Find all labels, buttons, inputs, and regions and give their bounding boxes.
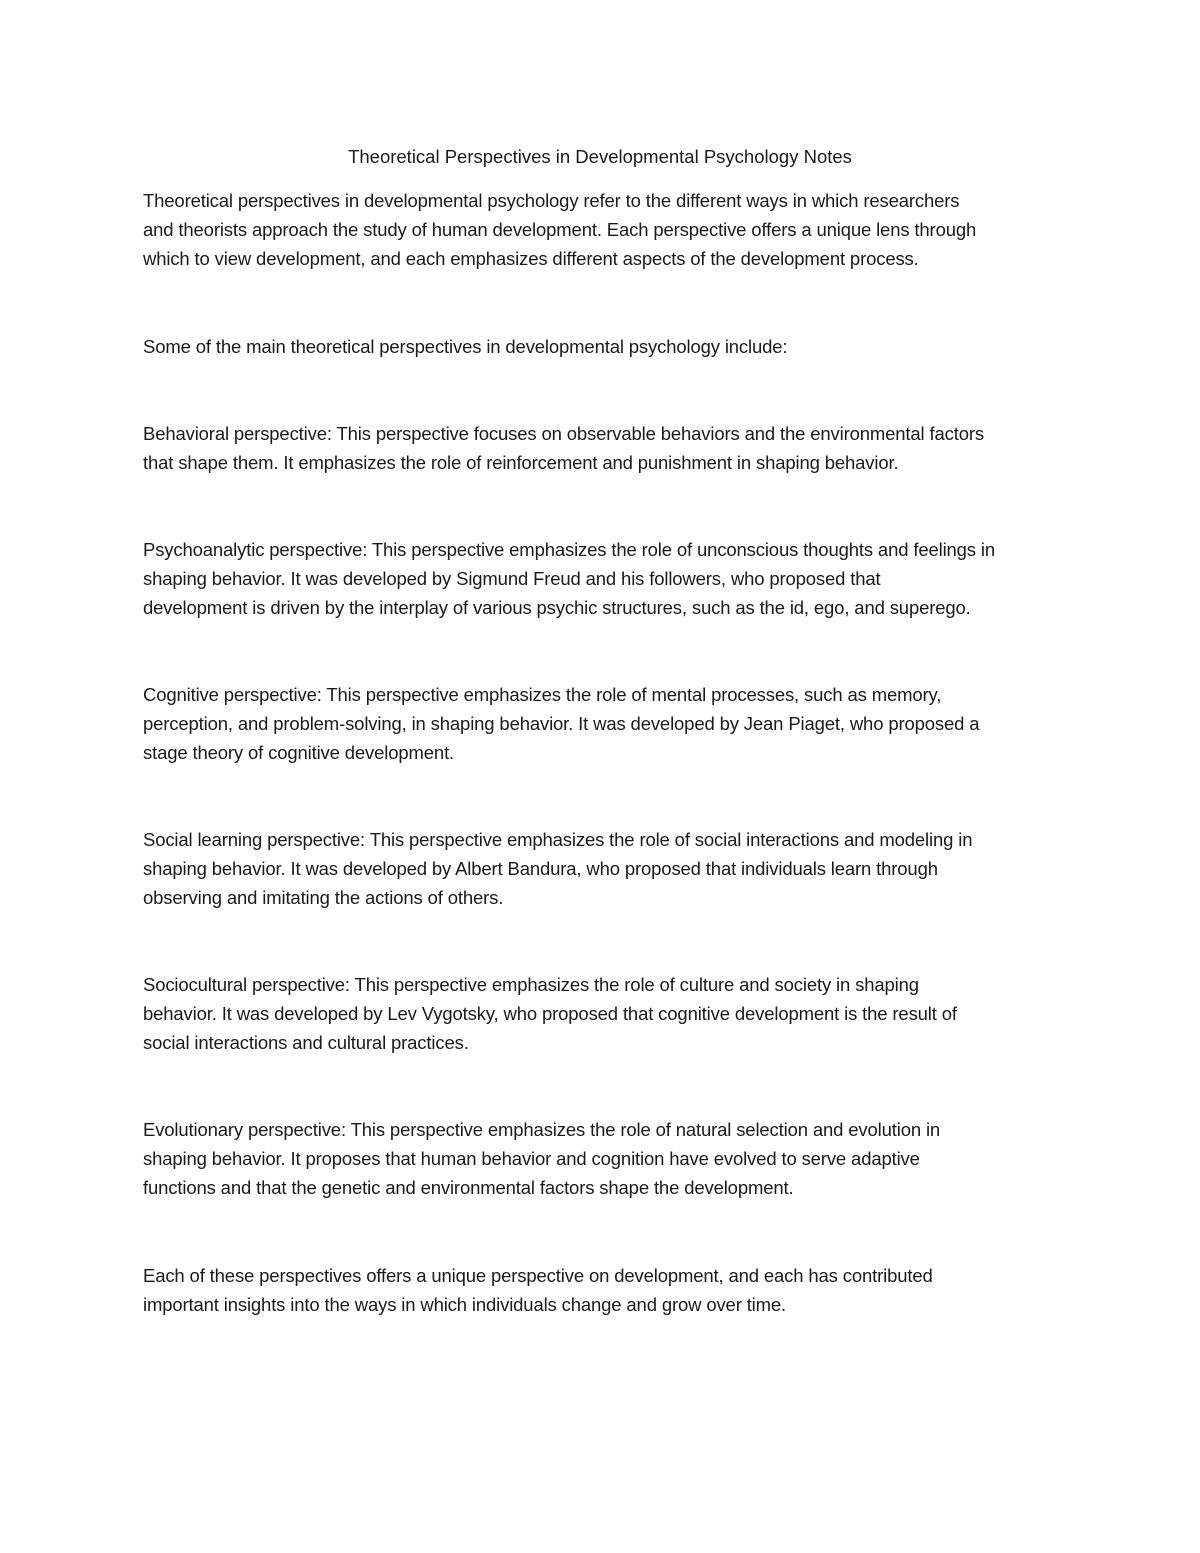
paragraph-line: shaping behavior. It was developed by Albert Bandura, who proposed that individuals learn through [143, 858, 938, 879]
paragraph-line: shaping behavior. It proposes that human behavior and cognition have evolved to serve adaptive [143, 1148, 920, 1169]
paragraph-line: and theorists approach the study of human development. Each perspective offers a unique lens through [143, 219, 977, 240]
paragraph-line: stage theory of cognitive development. [143, 742, 455, 763]
paragraph-line: observing and imitating the actions of others. [143, 887, 504, 908]
paragraph-line: social interactions and cultural practices. [143, 1032, 469, 1053]
paragraph-line: perception, and problem-solving, in shaping behavior. It was developed by Jean Piaget, who proposed a [143, 713, 980, 734]
paragraph-behavioral [143, 419, 1073, 477]
paragraph-line: functions and that the genetic and environmental factors shape the development. [143, 1177, 794, 1198]
document-title: Theoretical Perspectives in Developmental Psychology Notes [348, 146, 852, 167]
paragraph-line: shaping behavior. It was developed by Sigmund Freud and his followers, who proposed that [143, 568, 881, 589]
paragraph-list-intro [143, 332, 1073, 361]
paragraph-line: Behavioral perspective: This perspective focuses on observable behaviors and the environmental factors [143, 423, 984, 444]
paragraph-social-learning [143, 825, 1073, 912]
paragraph-line: Evolutionary perspective: This perspective emphasizes the role of natural selection and evolution in [143, 1119, 941, 1140]
paragraph-line: Cognitive perspective: This perspective emphasizes the role of mental processes, such as memory, [143, 684, 942, 705]
paragraph-cognitive [143, 680, 1073, 767]
paragraph-line: Each of these perspectives offers a unique perspective on development, and each has contributed [143, 1265, 933, 1286]
paragraph-line: Social learning perspective: This perspective emphasizes the role of social interactions and modeling in [143, 829, 973, 850]
paragraph-line: that shape them. It emphasizes the role of reinforcement and punishment in shaping behavior. [143, 452, 899, 473]
paragraph-line: development is driven by the interplay of various psychic structures, such as the id, ego, and superego. [143, 597, 971, 618]
paragraph-conclusion [143, 1261, 1073, 1319]
paragraph-line: which to view development, and each emphasizes different aspects of the development process. [143, 248, 919, 269]
paragraph-intro [143, 186, 1073, 273]
paragraph-line: behavior. It was developed by Lev Vygotsky, who proposed that cognitive development is the result of [143, 1003, 957, 1024]
paragraph-line: Some of the main theoretical perspectives in developmental psychology include: [143, 336, 788, 357]
paragraph-psychoanalytic [143, 535, 1073, 622]
paragraph-line: important insights into the ways in which individuals change and grow over time. [143, 1294, 787, 1315]
paragraph-line: Theoretical perspectives in developmental psychology refer to the different ways in which researchers [143, 190, 960, 211]
paragraph-sociocultural [143, 970, 1073, 1057]
paragraph-line: Psychoanalytic perspective: This perspective emphasizes the role of unconscious thoughts and feelings in [143, 539, 995, 560]
paragraph-evolutionary [143, 1115, 1073, 1202]
paragraph-line: Sociocultural perspective: This perspective emphasizes the role of culture and society in shaping [143, 974, 919, 995]
